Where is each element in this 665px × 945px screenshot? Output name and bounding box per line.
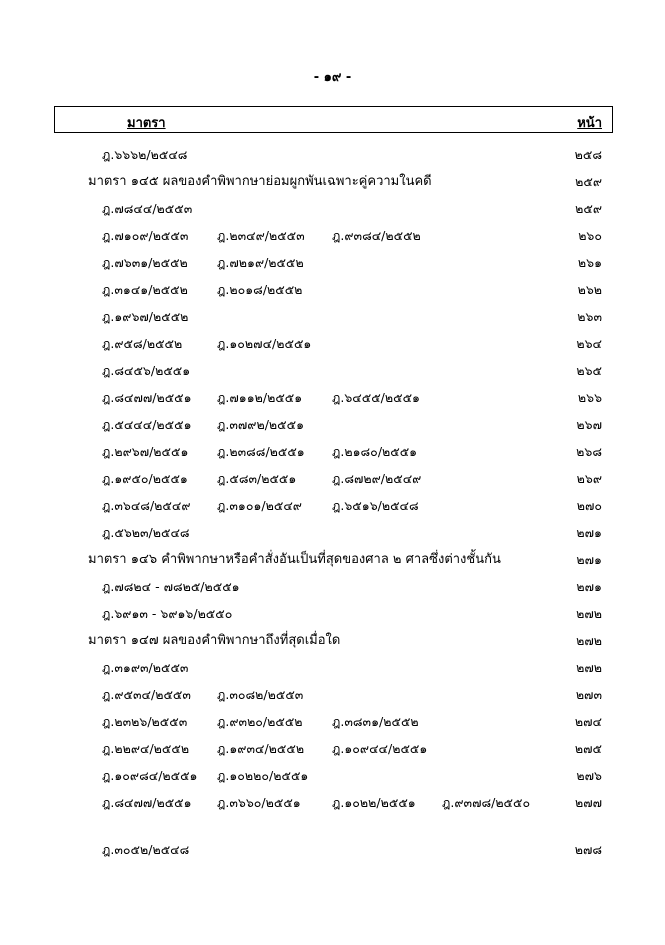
page-ref: ๒๗๑: [576, 579, 602, 594]
page-ref: ๒๗๒: [576, 633, 602, 648]
citation: ฎ.๒๓๘๘/๒๕๕๑: [217, 444, 305, 459]
page-ref: ๒๗๗: [574, 795, 602, 810]
citation: ฎ.๘๗๒๙/๒๕๔๙: [332, 471, 422, 486]
citation-row: [0, 306, 665, 328]
page-ref: ๒๗๔: [574, 714, 602, 729]
citation: ฎ.๘๔๕๖/๒๕๕๑: [102, 363, 191, 378]
citation: ฎ.๖๖๖๒/๒๕๔๘: [102, 147, 188, 162]
citation: ฎ.๒๑๘๐/๒๕๕๑: [332, 444, 418, 459]
citation: ฎ.๑๐๒๒/๒๕๕๑: [332, 795, 416, 810]
citation: ฎ.๒๓๒๖/๒๕๕๓: [102, 714, 188, 729]
page-ref: ๒๗๖: [576, 768, 602, 783]
citation: ฎ.๗๑๑๒/๒๕๕๑: [217, 390, 303, 405]
page-ref: ๒๕๘: [574, 147, 602, 162]
citation: ฎ.๓๑๔๑/๒๕๕๒: [102, 282, 188, 297]
citation: ฎ.๙๕๓๔/๒๕๕๓: [102, 687, 191, 702]
header-section-label: มาตรา: [127, 116, 166, 131]
citation: ฎ.๗๘๔๔/๒๕๕๓: [102, 201, 193, 216]
citation-row: [0, 522, 665, 544]
citation: ฎ.๓๐๕๒/๒๕๔๘: [102, 842, 190, 857]
page-ref: ๒๗๒: [576, 660, 602, 675]
citation: ฎ.๕๖๒๓/๒๕๔๘: [102, 525, 190, 540]
section-heading: มาตรา ๑๔๖ คำพิพากษาหรือคำสั่งอันเป็นที่สุดของศาล ๒ ศาลซึ่งต่างชั้นกัน: [88, 552, 501, 567]
citation: ฎ.๑๐๙๔๔/๒๕๕๑: [332, 741, 428, 756]
citation-row: [0, 279, 665, 301]
citation-row: [0, 603, 665, 625]
section-heading: มาตรา ๑๔๕ ผลของคำพิพากษาย่อมผูกพันเฉพาะคู่ความในคดี: [88, 174, 432, 189]
citation-row: [0, 576, 665, 598]
citation-row: [0, 765, 665, 787]
page-ref: ๒๖๓: [577, 309, 602, 324]
citation: ฎ.๘๔๗๗/๒๕๕๑: [102, 390, 192, 405]
citation-row: [0, 657, 665, 679]
citation: ฎ.๑๙๓๔/๒๕๕๒: [217, 741, 305, 756]
section-row: [0, 171, 665, 193]
citation: ฎ.๖๙๑๓ - ๖๙๑๖/๒๕๕๐: [102, 606, 233, 621]
citation: ฎ.๖๔๕๕/๒๕๕๑: [332, 390, 420, 405]
citation: ฎ.๑๙๖๗/๒๕๕๒: [102, 309, 189, 324]
citation: ฎ.๗๒๑๙/๒๕๕๒: [217, 255, 304, 270]
page-ref: ๒๗๓: [575, 687, 602, 702]
citation-row: [0, 441, 665, 463]
citation-row: [0, 225, 665, 247]
page-ref: ๒๗๐: [576, 498, 602, 513]
page-number: - ๑๙ -: [313, 70, 352, 85]
page-ref: ๒๖๔: [576, 336, 602, 351]
citation: ฎ.๓๗๙๒/๒๕๕๑: [217, 417, 305, 432]
citation: ฎ.๗๘๒๔ - ๗๘๒๕/๒๕๕๑: [102, 579, 240, 594]
citation: ฎ.๑๙๕๐/๒๕๕๑: [102, 471, 188, 486]
citation: ฎ.๑๐๒๒๐/๒๕๕๑: [217, 768, 309, 783]
citation: ฎ.๑๐๙๘๔/๒๕๕๑: [102, 768, 198, 783]
citation-row: [0, 684, 665, 706]
page-ref: ๒๖๑: [577, 255, 602, 270]
citation-row: [0, 144, 665, 166]
citation: ฎ.๒๓๔๙/๒๕๕๓: [217, 228, 305, 243]
page-ref: ๒๖๕: [576, 363, 602, 378]
table-header: [54, 106, 613, 133]
citation: ฎ.๗๖๓๑/๒๕๕๒: [102, 255, 188, 270]
page-ref: ๒๗๑: [576, 525, 602, 540]
citation: ฎ.๓๘๓๑/๒๕๕๒: [332, 714, 419, 729]
citation: ฎ.๖๕๑๖/๒๕๔๘: [332, 498, 419, 513]
citation: ฎ.๓๐๘๒/๒๕๕๓: [217, 687, 304, 702]
citation-row: [0, 333, 665, 355]
citation: ฎ.๒๐๑๘/๒๕๕๒: [217, 282, 303, 297]
citation-row: [0, 711, 665, 733]
page-ref: ๒๖๒: [577, 282, 602, 297]
page-ref: ๒๗๒: [576, 606, 602, 621]
header-page-label: หน้า: [577, 116, 602, 131]
citation: ฎ.๗๑๐๙/๒๕๕๓: [102, 228, 189, 243]
citation-row: [0, 792, 665, 814]
citation: ฎ.๘๔๗๗/๒๕๕๑: [102, 795, 192, 810]
page-ref: ๒๗๑: [576, 552, 602, 567]
citation: ฎ.๙๕๘/๒๕๕๒: [102, 336, 183, 351]
page-ref: ๒๖๗: [576, 417, 602, 432]
citation: ฎ.๕๘๓/๒๕๕๑: [217, 471, 297, 486]
page-ref: ๒๕๙: [575, 201, 602, 216]
page-ref: ๒๖๘: [576, 444, 602, 459]
citation: ฎ.๑๐๒๗๔/๒๕๕๑: [217, 336, 312, 351]
citation: ฎ.๓๖๔๘/๒๕๔๙: [102, 498, 191, 513]
citation-row: [0, 387, 665, 409]
citation: ฎ.๓๑๙๓/๒๕๕๓: [102, 660, 189, 675]
page-ref: ๒๕๙: [575, 174, 602, 189]
citation-row: [0, 468, 665, 490]
citation: ฎ.๙๓๒๐/๒๕๕๒: [217, 714, 303, 729]
page-ref: ๒๖๙: [576, 471, 602, 486]
citation-row: [0, 198, 665, 220]
page-ref: ๒๖๐: [578, 228, 602, 243]
citation: ฎ.๕๔๔๔/๒๕๕๑: [102, 417, 192, 432]
citation-row: [0, 414, 665, 436]
section-heading: มาตรา ๑๔๗ ผลของคำพิพากษาถึงที่สุดเมื่อใด: [88, 633, 341, 648]
citation: ฎ.๙๓๘๔/๒๕๕๒: [332, 228, 421, 243]
page-ref: ๒๗๕: [574, 741, 602, 756]
citation: ฎ.๙๓๗๘/๒๕๕๐: [442, 795, 531, 810]
citation-row: [0, 738, 665, 760]
citation-row: [0, 495, 665, 517]
section-row: [0, 630, 665, 652]
citation-row: [0, 252, 665, 274]
citation-row: [0, 839, 665, 861]
citation-row: [0, 360, 665, 382]
page-ref: ๒๖๖: [577, 390, 602, 405]
citation: ฎ.๒๒๙๔/๒๕๕๒: [102, 741, 190, 756]
citation: ฎ.๓๖๖๐/๒๕๕๑: [217, 795, 301, 810]
page-ref: ๒๗๘: [574, 842, 602, 857]
citation: ฎ.๒๙๖๗/๒๕๕๑: [102, 444, 189, 459]
citation: ฎ.๓๑๐๑/๒๕๔๙: [217, 498, 302, 513]
section-row: [0, 549, 665, 571]
